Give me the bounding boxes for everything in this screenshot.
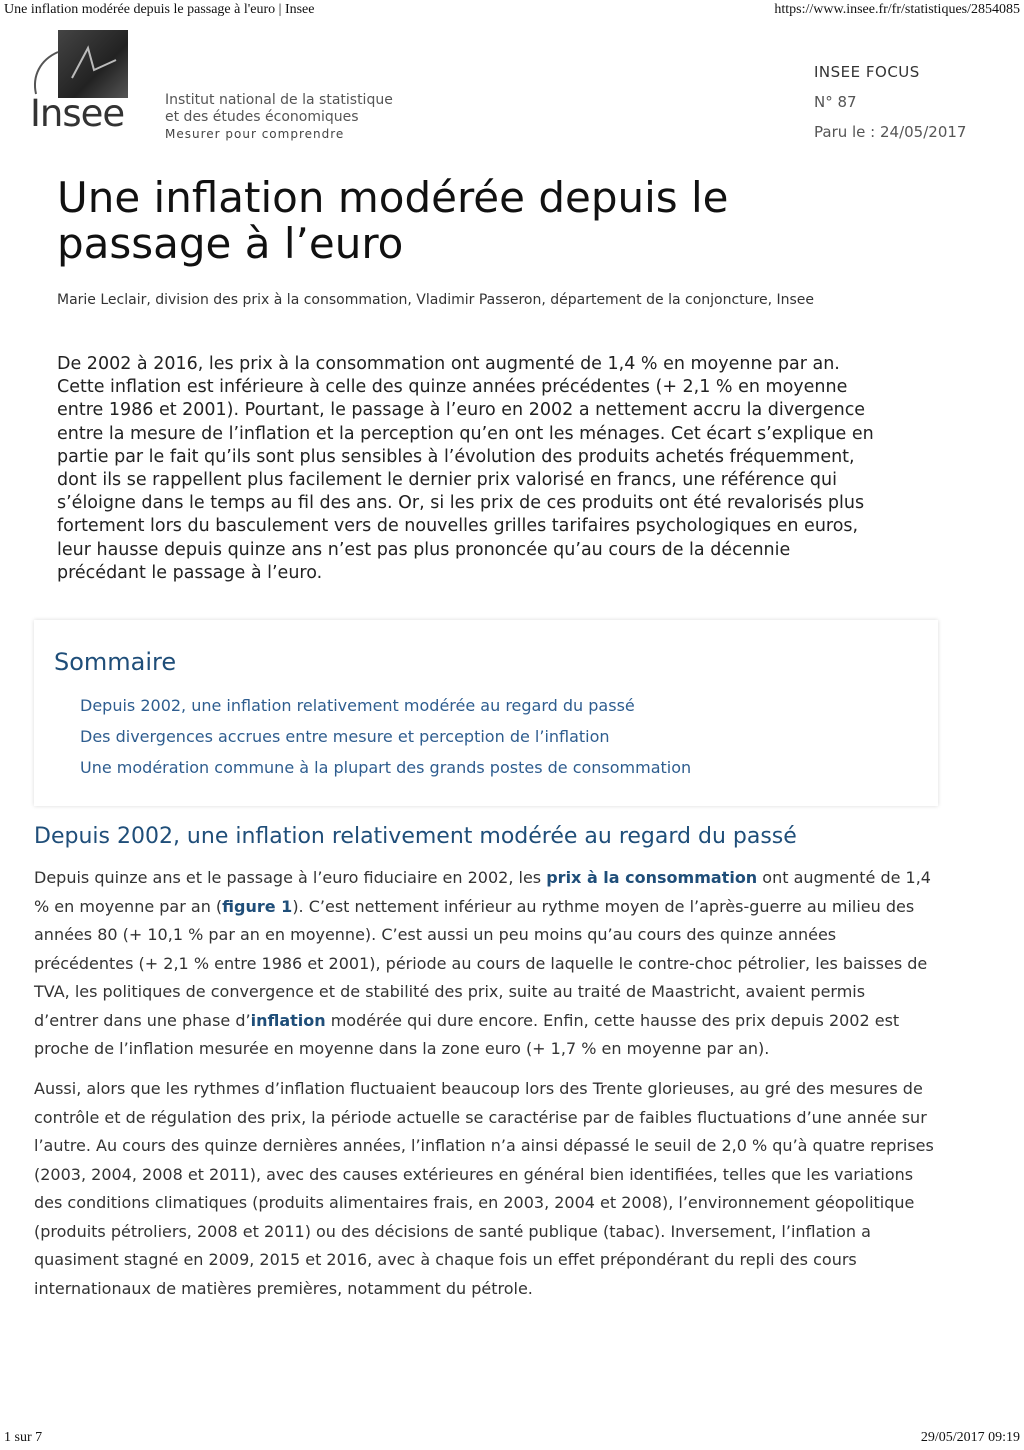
insee-logo-mark <box>58 30 128 98</box>
publication-date: Paru le : 24/05/2017 <box>814 123 967 141</box>
text-run: Depuis quinze ans et le passage à l’euro fiduciaire en 2002, les <box>34 868 547 887</box>
publication-info <box>814 57 966 147</box>
print-header-title: Une inflation modérée depuis le passage à l'euro | Insee <box>4 2 315 17</box>
logo-wordmark: Insee <box>30 92 125 135</box>
insee-logo[interactable] <box>30 28 130 133</box>
toc-link-1[interactable]: Depuis 2002, une inflation relativement modérée au regard du passé <box>80 696 635 715</box>
publication-series: INSEE FOCUS <box>814 63 920 81</box>
print-header <box>4 2 1020 20</box>
page-title: Une inflation modérée depuis le passage à l’euro <box>57 173 729 268</box>
text-run: ). C’est nettement inférieur au rythme moyen de l’après-guerre au milieu des années 80 (+ 10,1 % par an en moyenne). C’est aussi un peu moins qu’au cours des quinze années précédentes (+ 2,1 % entre 1986 et 2001), période au cours de laquelle le contre-choc pétrolier, les baisses de TVA, les politiques de convergence et de stabilité des prix, suite au traité de Maastricht, avaient permis d’entrer dans une phase d’ <box>34 896 928 1030</box>
print-datetime: 29/05/2017 09:19 <box>920 1430 1020 1445</box>
institute-line1: Institut national de la statistique <box>165 92 393 108</box>
section-heading: Depuis 2002, une inflation relativement modérée au regard du passé <box>34 824 797 849</box>
institute-line2: et des études économiques <box>165 109 359 125</box>
body-paragraph-2: Aussi, alors que les rythmes d’inflation fluctuaient beaucoup lors des Trente glorieuses, au gré des mesures de contrôle et de régulation des prix, la période actuelle se caractérise par de faibles fluctuations d’une année sur l’autre. Au cours des quinze dernières années, l’inflation n’a ainsi dépassé le seuil de 2,0 % qu’à quatre reprises (2003, 2004, 2008 et 2011), avec des causes extérieures en général bien identifiées, telles que les variations des conditions climatiques (produits alimentaires frais, en 2003, 2004 et 2008), l’environnement géopolitique (produits pétroliers, 2008 et 2011) ou des décisions de santé publique (tabac). Inversement, l’inflation a quasiment stagné en 2009, 2015 et 2016, avec à chaque fois un effet prépondérant du repli des cours internationaux de matières premières, notamment du pétrole. <box>34 1079 934 1298</box>
authors: Marie Leclair, division des prix à la consommation, Vladimir Passeron, département de la conjoncture, Insee <box>57 292 814 308</box>
toc-heading: Sommaire <box>54 648 177 676</box>
toc-list <box>80 690 691 783</box>
logo-zigzag-icon <box>58 30 128 98</box>
print-header-url: https://www.insee.fr/fr/statistiques/2854085 <box>774 2 1020 17</box>
toc-link-3[interactable]: Une modération commune à la plupart des grands postes de consommation <box>80 758 692 777</box>
body-paragraph-1 <box>34 864 934 1064</box>
publication-number: N° 87 <box>814 93 857 111</box>
print-footer <box>4 1428 1020 1446</box>
glossary-link-inflation[interactable]: inflation <box>250 1010 326 1030</box>
page-number: 1 sur 7 <box>4 1430 43 1445</box>
logo-arc-icon <box>30 48 62 98</box>
figure-1-link[interactable]: figure 1 <box>222 896 293 916</box>
toc-link-2[interactable]: Des divergences accrues entre mesure et perception de l’inflation <box>80 727 610 746</box>
text-run: ont augmenté de 1,4 % en moyenne par an ( <box>34 868 931 916</box>
institute-tagline: Mesurer pour comprendre <box>165 127 345 141</box>
glossary-link-prix[interactable]: prix à la consommation <box>546 868 758 887</box>
table-of-contents <box>34 620 938 806</box>
institute-name <box>165 92 393 143</box>
text-run: modérée qui dure encore. Enfin, cette hausse des prix depuis 2002 est proche de l’inflation mesurée en moyenne dans la zone euro (+ 1,7 % en moyenne par an). <box>34 1010 900 1058</box>
abstract: De 2002 à 2016, les prix à la consommation ont augmenté de 1,4 % en moyenne par an. Cette inflation est inférieure à celle des quinze années précédentes (+ 2,1 % en moyenne entre 1986 et 2001). Pourtant, le passage à l’euro en 2002 a nettement accru la divergence entre la mesure de l’inflation et la perception qu’en ont les ménages. Cet écart s’explique en partie par le fait qu’ils sont plus sensibles à l’évolution des produits achetés fréquemment, dont ils se rappellent plus facilement le dernier prix valorisé en francs, une référence qui s’éloigne dans le temps au fil des ans. Or, si les prix de ces produits ont été revalorisés plus fortement lors du basculement vers de nouvelles grilles tarifaires psychologiques en euros, leur hausse depuis quinze ans n’est pas plus prononcée qu’au cours de la décennie précédant le passage à l’euro. <box>57 354 874 583</box>
